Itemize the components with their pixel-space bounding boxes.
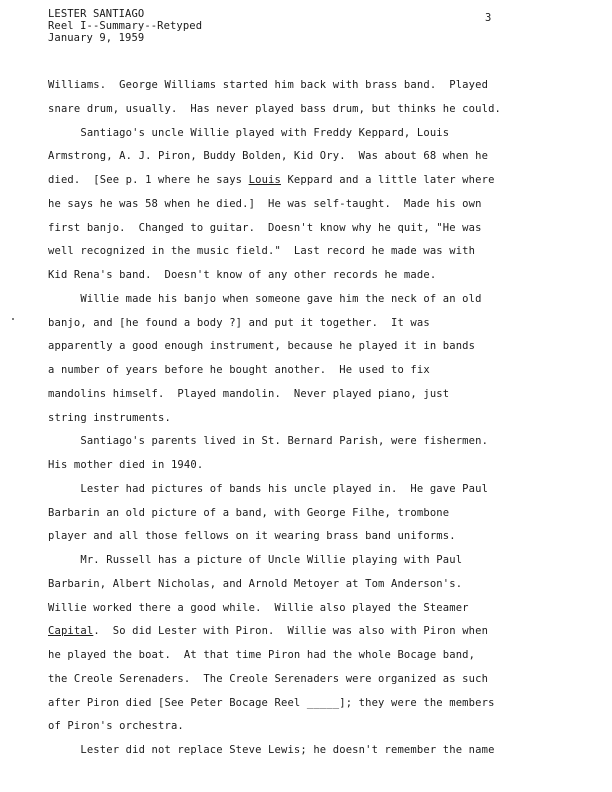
text-line: banjo, and [he found a body ?] and put it together. It was xyxy=(48,316,430,329)
text-line: string instruments. xyxy=(48,411,171,424)
text-line: Williams. George Williams started him back with brass band. Played xyxy=(48,79,489,91)
text-line: well recognized in the music field." Last record he made was with xyxy=(48,245,476,258)
text-line: Mr. Russell has a picture of Uncle Willie playing with Paul xyxy=(48,554,463,566)
text-line: snare drum, usually. Has never played bass drum, but thinks he could. xyxy=(48,102,502,115)
text-line: mandolins himself. Played mandolin. Never played piano, just xyxy=(48,387,450,400)
text-line: Barbarin an old picture of a band, with George Filhe, trombone xyxy=(48,506,450,519)
text-line: a number of years before he bought another. He used to fix xyxy=(48,364,430,376)
text-line: apparently a good enough instrument, because he played it in bands xyxy=(48,340,476,353)
text-line: Barbarin, Albert Nicholas, and Arnold Metoyer at Tom Anderson's. xyxy=(48,577,463,590)
underlined-word: Louis xyxy=(248,174,281,186)
text-line: Lester had pictures of bands his uncle played in. He gave Paul xyxy=(48,482,489,495)
text-line: he played the boat. At that time Piron had the whole Bocage band, xyxy=(48,649,476,661)
text-line: Armstrong, A. J. Piron, Buddy Bolden, Kid Ory. Was about 68 when he xyxy=(48,150,489,163)
text-line: he says he was 58 when he died.] He was self-taught. Made his own xyxy=(48,197,482,210)
header-date: January 9, 1959 xyxy=(48,32,145,44)
text-line: Kid Rena's band. Doesn't know of any other records he made. xyxy=(48,269,437,281)
page-number: 3 xyxy=(485,12,492,24)
text-line: died. [See p. 1 where he says Louis Keppard and a little later where xyxy=(48,174,495,186)
text-line: of Piron's orchestra. xyxy=(48,720,184,733)
text-line: Santiago's parents lived in St. Bernard Parish, were fishermen. xyxy=(48,435,489,448)
text-line: player and all those fellows on it wearing brass band uniforms. xyxy=(48,530,456,543)
text-line: first banjo. Changed to guitar. Doesn't know why he quit, "He was xyxy=(48,221,482,234)
header-reel: Reel I--Summary--Retyped xyxy=(48,20,203,32)
margin-speck xyxy=(12,318,14,320)
text-line: Santiago's uncle Willie played with Freddy Keppard, Louis xyxy=(48,126,450,139)
page-header xyxy=(48,8,202,44)
text-line: His mother died in 1940. xyxy=(48,459,204,471)
text-line: Willie made his banjo when someone gave him the neck of an old xyxy=(48,292,482,305)
text-line: after Piron died [See Peter Bocage Reel _____]; they were the members xyxy=(48,696,495,709)
underlined-word: Capital xyxy=(48,625,94,638)
header-name: LESTER SANTIAGO xyxy=(48,8,145,20)
transcript-body xyxy=(48,74,528,763)
text-line: Capital. So did Lester with Piron. Willie was also with Piron when xyxy=(48,625,489,638)
text-line: the Creole Serenaders. The Creole Serenaders were organized as such xyxy=(48,672,489,685)
text-line: Lester did not replace Steve Lewis; he doesn't remember the name xyxy=(48,744,495,756)
text-line: Willie worked there a good while. Willie also played the Steamer xyxy=(48,601,469,614)
